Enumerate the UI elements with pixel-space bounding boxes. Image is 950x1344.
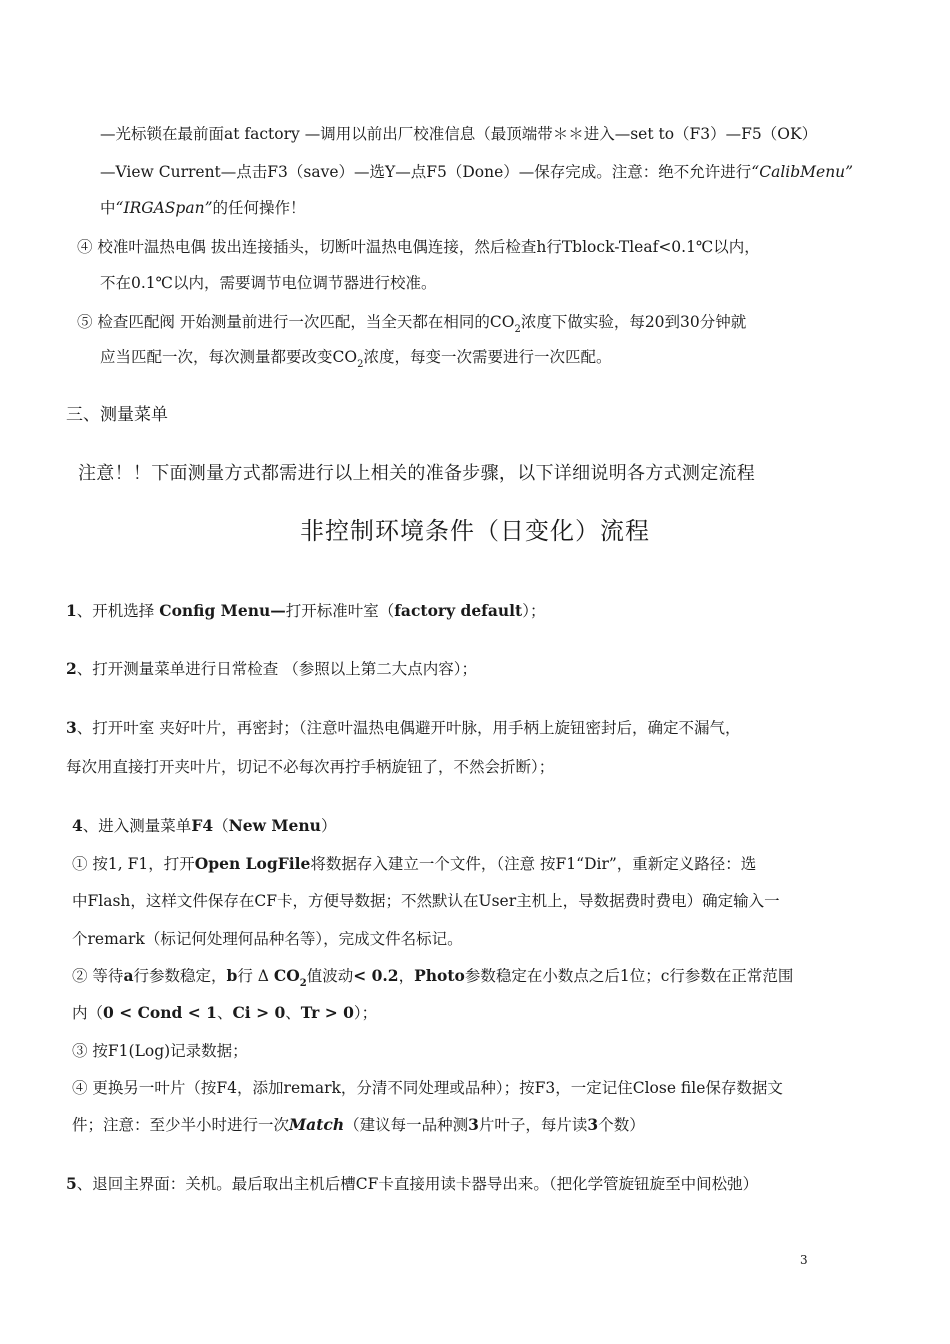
sub-step-4-2: ② 等待a行参数稳定，b行 Δ $CO_2$值波动< 0.2，Photo参数稳定在小数点之后1位；c行参数在正常范围 bbox=[72, 966, 794, 989]
text-line: 应当匹配一次，每次测量都要改变$CO_2$浓度，每变一次需要进行一次匹配。 bbox=[100, 348, 612, 370]
page-title: 非控制环境条件（日变化）流程 bbox=[300, 517, 650, 545]
list-item-step-4: ④ 校准叶温热电偶 拔出连接插头，切断叶温热电偶连接，然后检查h行Tblock-Tleaf<0.1℃以内， bbox=[77, 238, 760, 256]
text-line: 个remark（标记何处理何品种名等），完成文件名标记。 bbox=[72, 930, 463, 948]
text-line: 不在0.1℃以内，需要调节电位调节器进行校准。 bbox=[100, 274, 437, 292]
step-1: 1、开机选择 Config Menu—打开标准叶室（factory default）； bbox=[66, 601, 546, 620]
text-line: 中“IRGASpan”的任何操作！ bbox=[100, 199, 306, 217]
sub-step-4-4: ④ 更换另一叶片（按F4，添加remark，分清不同处理或品种）；按F3，一定记住Close file保存数据文 bbox=[72, 1079, 783, 1097]
step-5: 5、退回主界面：关机。最后取出主机后槽CF卡直接用读卡器导出来。（把化学管旋钮旋至中间松弛） bbox=[66, 1174, 759, 1193]
step-3: 3、打开叶室 夹好叶片，再密封；（注意叶温热电偶避开叶脉，用手柄上旋钮密封后，确定不漏气， bbox=[66, 718, 741, 737]
notice-text: 注意！！下面测量方式都需进行以上相关的准备步骤，以下详细说明各方式测定流程 bbox=[78, 463, 756, 484]
sub-step-4-3: ③ 按F1(Log)记录数据； bbox=[72, 1042, 248, 1060]
step-2: 2、打开测量菜单进行日常检查 （参照以上第二大点内容）； bbox=[66, 659, 477, 678]
step-4: 4、进入测量菜单F4（New Menu） bbox=[72, 816, 337, 835]
text-line: 内（0 < Cond < 1、Ci > 0、Tr > 0）； bbox=[72, 1003, 378, 1022]
text-line: —View Current—点击F3（save）—选Y—点F5（Done）—保存完成。注意：绝不允许进行“CalibMenu” bbox=[100, 163, 854, 181]
list-item-step-5: ⑤ 检查匹配阀 开始测量前进行一次匹配，当全天都在相同的$CO_2$浓度下做实验，每20到30分钟就 bbox=[77, 313, 747, 335]
text-line: 件；注意：至少半小时进行一次Match（建议每一品种测3片叶子，每片读3个数） bbox=[72, 1115, 645, 1134]
text-line: —光标锁在最前面at factory —调用以前出厂校准信息（最顶端带＊＊进入—set to（F3）—F5（OK） bbox=[100, 125, 818, 143]
sub-step-4-1: ① 按1, F1，打开Open LogFile将数据存入建立一个文件，（注意 按F1“Dir”，重新定义路径：选 bbox=[72, 854, 757, 873]
page-number: 3 bbox=[800, 1253, 808, 1267]
text-line: 中Flash，这样文件保存在CF卡，方便导数据；不然默认在User主机上，导数据费时费电）确定输入一 bbox=[72, 892, 780, 910]
step-3-continuation: 每次用直接打开夹叶片，切记不必每次再拧手柄旋钮了，不然会折断）； bbox=[66, 758, 555, 776]
section-heading: 三、测量菜单 bbox=[66, 405, 168, 425]
